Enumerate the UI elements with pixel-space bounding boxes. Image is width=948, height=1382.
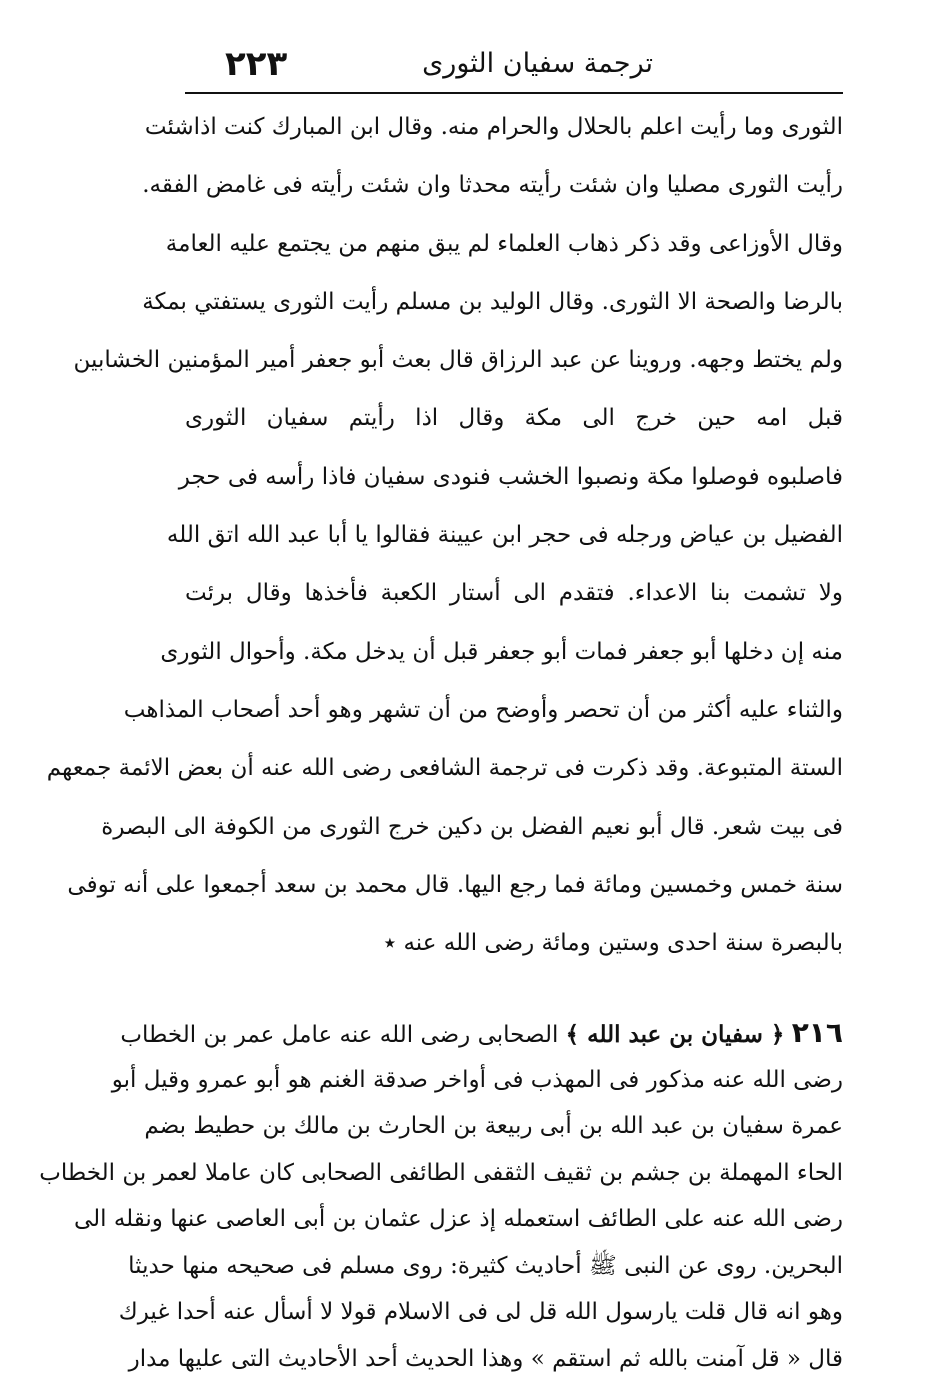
text-line: الفضيل بن عياض ورجله فى حجر ابن عيينة فقالوا يا أبا عبد الله اتق الله (166, 522, 843, 549)
entry-gap (185, 972, 843, 1010)
text-line: الثورى وما رأيت اعلم بالحلال والحرام منه. وقال ابن المبارك كنت اذاشئت (144, 114, 843, 140)
entry-heading-rest: الصحابى رضى الله عنه عامل عمر بن الخطاب (120, 1022, 559, 1049)
entry-name: ﴿ سفيان بن عبد الله ﴾ (565, 1021, 785, 1049)
text-line: بالرضا والصحة الا الثورى. وقال الوليد بن مسلم رأيت الثورى يستفتي بمكة (142, 288, 843, 315)
text-line: عمرة سفيان بن عبد الله بن أبى ربيعة بن الحارث بن مالك بن حطيط بضم (144, 1113, 843, 1140)
text-line: قال « قل آمنت بالله ثم استقم » وهذا الحديث أحد الأحاديث التى عليها مدار (128, 1345, 843, 1372)
text-line: وهو انه قال قلت يارسول الله قل لى فى الاسلام قولا لا أسأل عنه أحدا غيرك (118, 1299, 843, 1326)
text-line: الستة المتبوعة. وقد ذكرت فى ترجمة الشافعى رضى الله عنه أن بعض الائمة جمعهم (46, 755, 843, 782)
text-line: سنة خمس وخمسين ومائة فما رجع اليها. قال محمد بن سعد أجمعوا على أنه توفى (67, 871, 843, 898)
running-title: ترجمة سفيان الثورى (422, 48, 653, 79)
text-line: بالبصرة سنة احدى وستين ومائة رضى الله عنه ٭ (383, 930, 843, 957)
text-line: البحرين. روى عن النبى ﷺ أحاديث كثيرة: روى مسلم فى صحيحه منها حديثا (128, 1252, 843, 1279)
text-line: والثناء عليه أكثر من أن تحصر وأوضح من أن تشهر وهو أحد أصحاب المذاهب (123, 696, 843, 723)
text-line: ولم يختط وجهه. وروينا عن عبد الرزاق قال بعث أبو جعفر أمير المؤمنين الخشابين (73, 347, 843, 374)
text-line: وقال الأوزاعى وقد ذكر ذهاب العلماء لم يبق منهم من يجتمع عليه العامة (165, 230, 843, 257)
page-number: ٢٢٣ (225, 44, 288, 84)
page-header (185, 40, 843, 92)
main-text (39, 98, 843, 1382)
paragraph-thawri (46, 98, 843, 972)
entry-heading-line (120, 1010, 843, 1057)
text-line: منه إن دخلها أبو جعفر فمات أبو جعفر قبل أن يدخل مكة. وأحوال الثورى (160, 638, 843, 665)
text-line: رضى الله عنه على الطائف استعمله إذ عزل عثمان بن أبى العاصى عنها ونقله الى (73, 1206, 843, 1233)
text-line: رأيت الثورى مصليا وان شئت رأيته محدثا وان شئت رأيته فى غامض الفقه. (142, 172, 843, 199)
header-rule (185, 92, 843, 94)
text-line: الحاء المهملة بن جشم بن ثقيف الثقفى الطائفى الصحابى كان عاملا لعمر بن الخطاب (39, 1159, 843, 1186)
text-line: فى بيت شعر. قال أبو نعيم الفضل بن دكين خرج الثورى من الكوفة الى البصرة (101, 813, 843, 840)
text-line: رضى الله عنه مذكور فى المهذب فى أواخر صدقة الغنم هو أبو عمرو وقيل أبو (111, 1066, 843, 1093)
entry-number: ٢١٦ (791, 1016, 843, 1050)
text-line: قبل امه حين خرج الى مكة وقال اذا رأيتم سفيان الثورى (185, 405, 843, 432)
entry-216 (39, 1010, 843, 1382)
text-line: فاصلبوه فوصلوا مكة ونصبوا الخشب فنودى سفيان فاذا رأسه فى حجر (178, 463, 843, 490)
text-line: ولا تشمت بنا الاعداء. فتقدم الى أستار الكعبة فأخذها وقال برئت (185, 580, 843, 607)
